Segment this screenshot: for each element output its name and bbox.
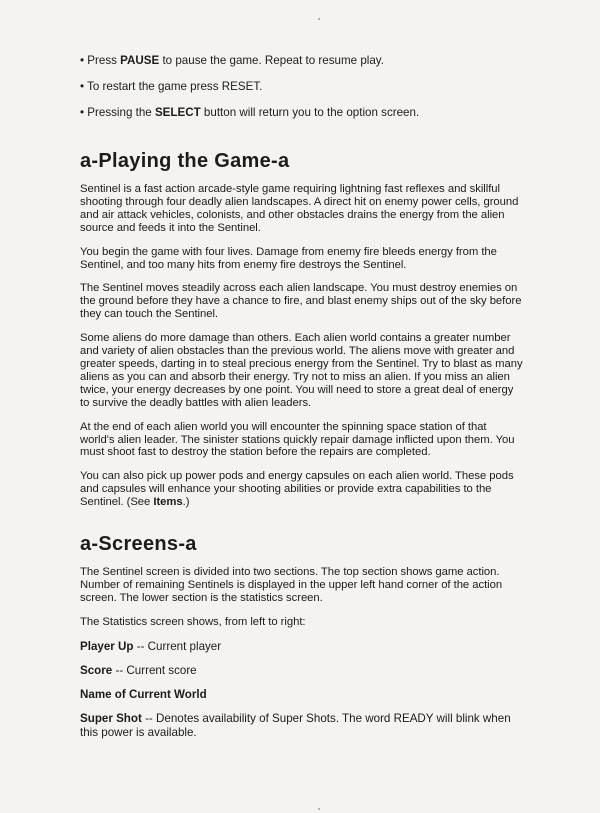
paragraph: At the end of each alien world you will encounter the spinning space station of that world's alien leader. The sinister stations quickly repair damage inflicted upon them. You must shoot fast to destroy the station before the repairs are completed. xyxy=(80,420,515,459)
paragraph: The Statistics screen shows, from left to right: xyxy=(80,615,306,628)
term-player-up xyxy=(80,640,524,654)
bullet-text: • Pressing the xyxy=(80,106,155,119)
term-score xyxy=(80,664,524,678)
term-label: Super Shot xyxy=(80,711,142,725)
bullet-text: to pause the game. Repeat to resume play. xyxy=(159,54,384,67)
bullet-select xyxy=(80,106,524,120)
term-world-name xyxy=(80,688,524,702)
term-description: -- Current score xyxy=(112,663,197,677)
items-reference: Items xyxy=(153,496,183,509)
paragraph: Sentinel is a fast action arcade-style game requiring lightning fast reflexes and skillful shooting through four deadly alien landscapes. A direct hit on enemy power cells, ground and air attack vehicles, colonists, and other obstacles drains the energy from the alien source and feeds it into the Sentinel. xyxy=(80,183,519,234)
term-super-shot xyxy=(80,712,524,740)
term-description: -- Current player xyxy=(133,639,222,653)
paragraph: Some aliens do more damage than others. Each alien world contains a greater number and variety of alien obstacles than the previous world. The aliens move with greater and greater speeds, darting in to steal precious energy from the Sentinel. Try to blast as many aliens as you can and absorb their energy. Try not to miss an alien. If you miss an alien twice, your energy decreases by one point. You will need to store a great deal of energy to survive the deadly battles with alien leaders. xyxy=(80,332,523,409)
statistics-terms xyxy=(80,640,524,740)
bullet-text: button will return you to the option screen. xyxy=(200,106,420,119)
section-heading-screens: a-Screens-a xyxy=(80,533,197,556)
paragraph-text: .) xyxy=(182,496,190,509)
term-label: Player Up xyxy=(80,639,134,653)
term-label: Score xyxy=(80,663,113,677)
bullet-text: • Press xyxy=(80,54,121,67)
paragraph-text: You can also pick up power pods and energy capsules on each alien world. These pods and capsules will enhance your shooting abilities or provide extra capabilities to the Sentinel. (See xyxy=(80,470,514,509)
paragraph: The Sentinel screen is divided into two sections. The top section shows game action. Number of remaining Sentinels is displayed in the upper left hand corner of the action screen. The lower section is the statistics screen. xyxy=(80,566,503,604)
paragraph: You begin the game with four lives. Damage from enemy fire bleeds energy from the Sentinel, and too many hits from enemy fire destroys the Sentinel. xyxy=(80,245,497,271)
term-description: -- Denotes availability of Super Shots. The word READY will blink when this power is available. xyxy=(80,711,511,739)
bullet-pause xyxy=(80,54,524,68)
paragraph-items xyxy=(80,470,524,509)
term-label: Name of Current World xyxy=(80,687,207,701)
scan-speck xyxy=(318,808,320,810)
controls-list xyxy=(80,54,524,120)
key-name: PAUSE xyxy=(120,54,160,67)
scan-speck xyxy=(318,18,320,20)
key-name: SELECT xyxy=(154,106,201,119)
bullet-reset xyxy=(80,80,524,94)
bullet-text: • To restart the game press RESET. xyxy=(80,80,263,93)
section-heading-playing: a-Playing the Game-a xyxy=(80,150,290,172)
paragraph: The Sentinel moves steadily across each alien landscape. You must destroy enemies on the ground before they have a chance to fire, and blast enemy ships out of the sky before they can touch the Sentinel. xyxy=(80,282,522,321)
